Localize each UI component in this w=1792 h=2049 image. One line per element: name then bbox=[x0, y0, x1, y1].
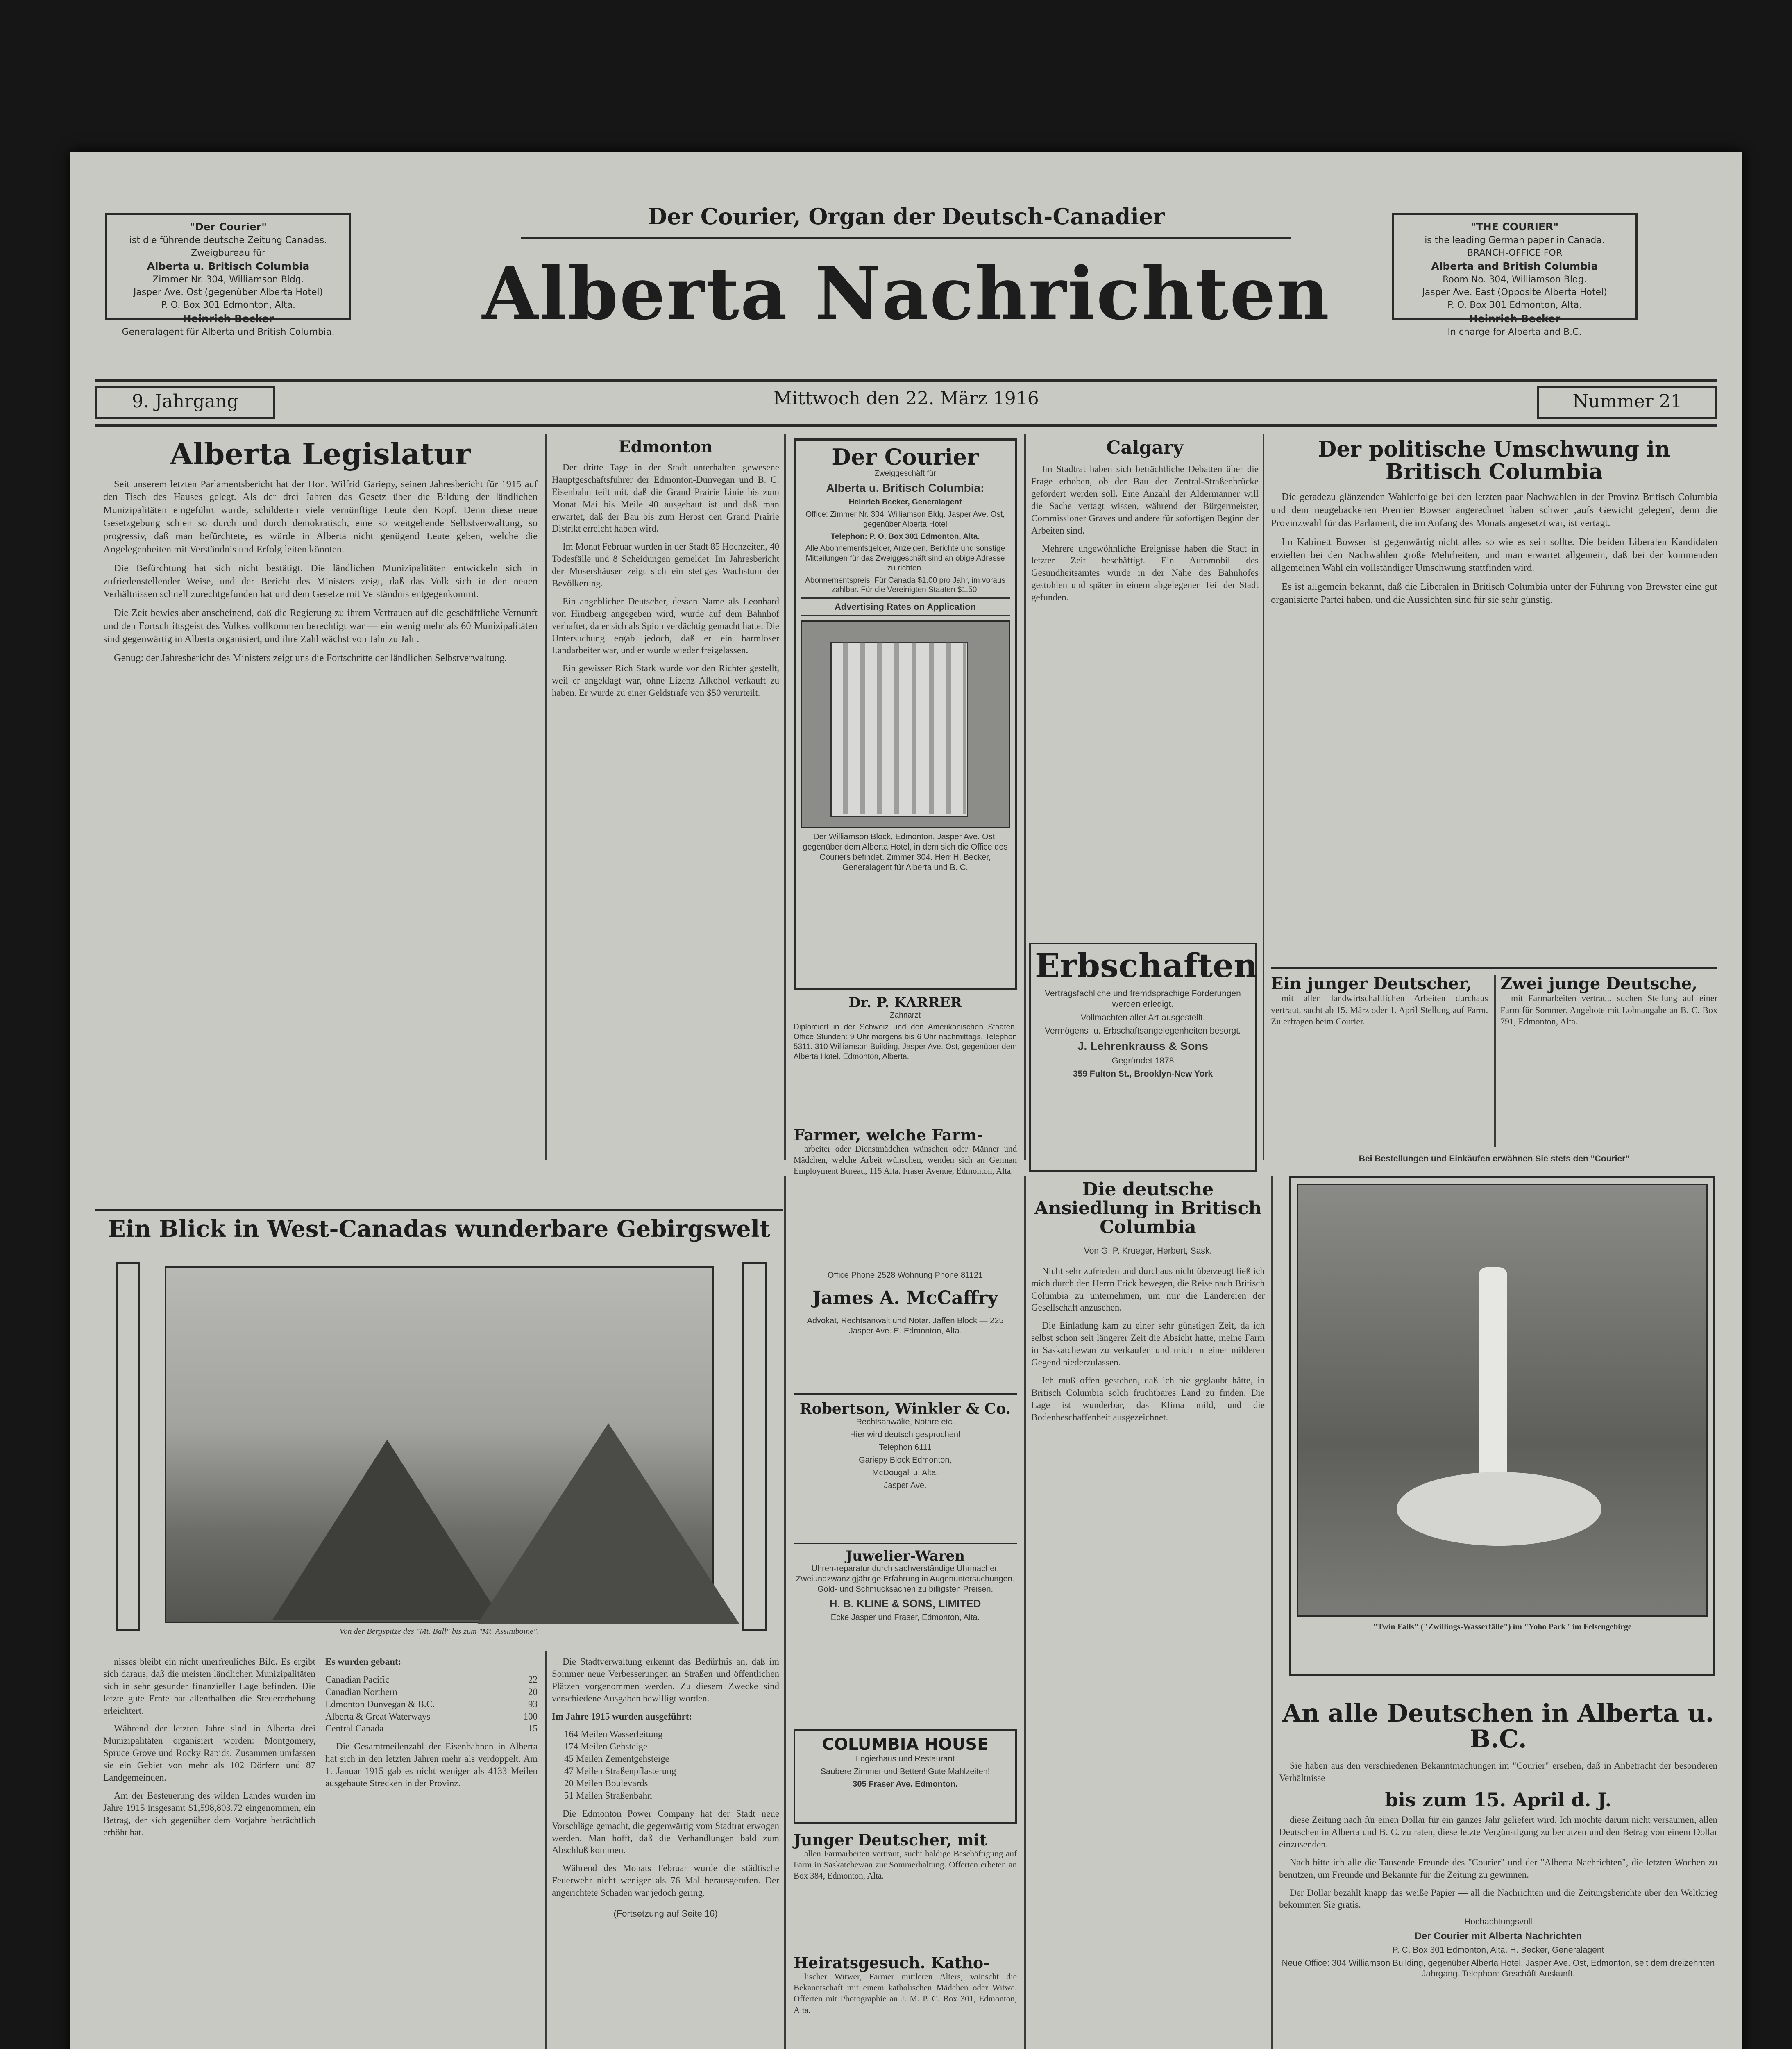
columbia-house-line: Saubere Zimmer und Betten! Gute Mahlzeiten! bbox=[820, 1767, 990, 1776]
railway-name: Central Canada bbox=[325, 1723, 384, 1734]
center-lower-article bbox=[552, 1656, 779, 2049]
right-ear-region: Alberta and British Columbia bbox=[1431, 260, 1598, 273]
left-lower-block bbox=[103, 1656, 538, 2049]
left-ear-manager-role: Generalagent für Alberta und British Columbia. bbox=[122, 327, 335, 337]
erbschaften-firm: J. Lehrenkrauss & Sons bbox=[1077, 1040, 1208, 1052]
erbschaften-address: 359 Fulton St., Brooklyn-New York bbox=[1073, 1069, 1213, 1079]
bc-settlement-byline: Von G. P. Krueger, Herbert, Sask. bbox=[1084, 1246, 1212, 1256]
erbschaften-headline: Erbschaften bbox=[1035, 946, 1258, 985]
robertson-address: Jasper Ave. bbox=[884, 1481, 927, 1490]
courier-box-note: Abonnementspreis: Für Canada $1.00 pro Jahr, im voraus zahlbar. Für die Vereinigten Staaten $1.50. bbox=[805, 576, 1005, 595]
courier-reference bbox=[1271, 1154, 1717, 1168]
masthead-title bbox=[439, 251, 1373, 338]
bc-settlement-article bbox=[1031, 1180, 1265, 2049]
left-ear-address1: Zimmer Nr. 304, Williamson Bldg. bbox=[152, 275, 304, 285]
tagline bbox=[484, 205, 1328, 234]
legislatur-paragraph: Seit unserem letzten Parlamentsbericht hat der Hon. Wilfrid Gariepy, seinen Jahresbericht für 1915 auf den Tisch des Hauses gelegt. Als der drei Jahren das Gesetz über die Bildung der ländlichen Munizipalitäten eingeführt wurde, schilderten viele vernünftige Leute den Kopf. Denn diese neue Gesetzgebung schien so durch und durch demokratisch, eine so weitgehende Selbstverwaltung, so progressiv, daß man befürchtete, es würde in Alberta nicht genügend Leute geben, welche die Angelegenheiten mit Verständnis und Erfolg leiten könnten. bbox=[103, 478, 538, 555]
legislatur-paragraph: Genug: der Jahresbericht des Ministers zeigt uns die Fortschritte der ländlichen Selbstverwaltung. bbox=[114, 652, 507, 663]
bc-politics-paragraph: Im Kabinett Bowser ist gegenwärtig nicht alles so wie es sein sollte. Die beiden Liberalen Kandidaten erzielten bei den Nachwahlen große Mehrheiten, und man erwartet allgemein, daß bei der kommenden allgemeinen Wahl ein vollständiger Umschwung stattfinden wird. bbox=[1271, 536, 1717, 574]
center-lower-list-item: 20 Meilen Boulevards bbox=[564, 1778, 648, 1789]
right-ear-address3: P. O. Box 301 Edmonton, Alta. bbox=[1447, 300, 1582, 310]
twin-falls-photo bbox=[1297, 1184, 1708, 1617]
date-line bbox=[693, 389, 1119, 418]
karrer-name: Dr. P. KARRER bbox=[848, 995, 962, 1011]
courier-box-note: Alle Abonnementsgelder, Anzeigen, Berichte und sonstige Mitteilungen für das Zweiggeschäft sind an obige Adresse zu richten. bbox=[805, 544, 1005, 572]
waterfall-frame bbox=[1289, 1176, 1715, 1676]
legislatur-paragraph: Die Zeit bewies aber anscheinend, daß die Regierung zu ihrem Vertrauen auf die geschäftliche Vernunft und den Fortschrittsgeist des Volkes vollkommen berechtigt war — ein wenig mehr als 60 Munizipalitäten sind gegenwärtig in Alberta organisiert, und ihre Zahl wächst von Jahr zu Jahr. bbox=[103, 607, 538, 645]
mountain-caption-text: Von der Bergspitze des "Mt. Ball" bis zum "Mt. Assiniboine". bbox=[339, 1627, 539, 1636]
railway-miles: 22 bbox=[528, 1674, 538, 1685]
column-divider bbox=[1024, 434, 1026, 1160]
railway-name: Canadian Pacific bbox=[325, 1674, 390, 1685]
edmonton-paragraph: Der dritte Tage in der Stadt unterhalten gewesene Hauptgeschäftsführer der Edmonton-Dunvegan und B. C. Eisenbahn teilt mit, daß die Grand Prairie Linie bis zum Monat Mai bis Meile 40 ausgebaut ist und daß man erwartet, daß der Bau bis zum Herbst den Grand Prairie Distrikt erreicht haben wird. bbox=[552, 462, 779, 534]
courier-box-sub: Zweiggeschäft für bbox=[874, 469, 936, 478]
center-lower-list-item: 164 Meilen Wasserleitung bbox=[564, 1729, 663, 1740]
appeal-article bbox=[1279, 1701, 1717, 2049]
railway-table-row bbox=[325, 1711, 538, 1723]
right-ear-manager-role: In charge for Alberta and B.C. bbox=[1447, 327, 1582, 337]
railway-table bbox=[325, 1656, 538, 1844]
kline-headline: Juwelier-Waren bbox=[846, 1548, 965, 1564]
mccaffry-name: James A. McCaffry bbox=[812, 1288, 998, 1308]
masthead-title-text: Alberta Nachrichten bbox=[482, 251, 1331, 336]
mountain-caption bbox=[165, 1627, 714, 1643]
bc-politics-article bbox=[1271, 438, 1717, 963]
columbia-house-sub: Logierhaus und Restaurant bbox=[855, 1754, 955, 1763]
railway-miles: 15 bbox=[528, 1723, 538, 1734]
railway-table-row bbox=[325, 1698, 538, 1711]
bc-settlement-paragraph: Nicht sehr zufrieden und durchaus nicht überzeugt ließ ich mich durch den Herrn Frick bewegen, die Reise nach Britisch Columbia zu unternehmen, um mir die Ländereien der Gesellschaft anzusehen. bbox=[1031, 1265, 1265, 1313]
railway-name: Alberta & Great Waterways bbox=[325, 1711, 431, 1722]
center-lower-list-item: 174 Meilen Gehsteige bbox=[564, 1741, 648, 1752]
column-divider bbox=[1263, 434, 1264, 1160]
edmonton-paragraph: Im Monat Februar wurden in der Stadt 85 Hochzeiten, 40 Todesfälle und 8 Scheidungen gemeldet. Im Jahresbericht der Mosershäuser zeigt sich ein stetiges Wachstum der Bevölkerung. bbox=[552, 541, 779, 589]
robertson-address: Gariepy Block Edmonton, bbox=[859, 1455, 952, 1465]
center-lower-paragraph: Die Stadtverwaltung erkennt das Bedürfnis an, daß im Sommer neue Verbesserungen an Straßen und öffentlichen Plätzen vorgenommen werden. Zu diesem Zwecke sind verschiedene Ausgaben bewilligt worden. bbox=[552, 1656, 779, 1704]
date-text: Mittwoch den 22. März 1916 bbox=[774, 388, 1039, 409]
right-ear-box bbox=[1392, 213, 1638, 337]
robertson-address: McDougall u. Alta. bbox=[872, 1468, 939, 1477]
center-lower-list-title: Im Jahre 1915 wurden ausgeführt: bbox=[552, 1711, 692, 1722]
legislatur-paragraph: Die Befürchtung hat sich nicht bestätigt. Die ländlichen Munizipalitäten entwickeln sich in zufriedenstellender Weise, und der Bericht des Ministers zeigt, daß das Volk sich in den neuen Verhältnissen schnell zurechtgefunden hat und dem Gesetze mit Verständnis entgegenkommt. bbox=[103, 562, 538, 600]
appeal-signature: Der Courier mit Alberta Nachrichten bbox=[1414, 1930, 1582, 1942]
appeal-sign-intro: Hochachtungsvoll bbox=[1464, 1917, 1532, 1927]
karrer-role: Zahnarzt bbox=[890, 1011, 921, 1020]
tagline-text: Der Courier, Organ der Deutsch-Canadier bbox=[648, 203, 1165, 229]
farmer-wanted-headline: Farmer, welche Farm- bbox=[794, 1126, 983, 1144]
left-ear-region: Alberta u. Britisch Columbia bbox=[147, 260, 310, 273]
calgary-paragraph: Mehrere ungewöhnliche Ereignisse haben die Stadt in letzter Zeit beschäftigt. Ein Automobil des Gesundheitsamtes wurde in der Nähe des Bahnhofes gestohlen und später in einem abgelegenen Teil der Stadt gefunden. bbox=[1031, 543, 1259, 603]
columbia-house-name: COLUMBIA HOUSE bbox=[822, 1735, 989, 1754]
column-divider bbox=[784, 434, 786, 1160]
mountain-headline-text: Ein Blick in West-Canadas wunderbare Gebirgswelt bbox=[108, 1215, 770, 1243]
kline-ad bbox=[794, 1549, 1017, 1725]
left-lower-paragraph: Während der letzten Jahre sind in Alberta drei Munizipalitäten organisiert worden: Montgomery, Spruce Grove und Rocky Rapids. Zusammen umfassen sie ein Gebiet von mehr als 102 Dörfern und 87 Landgemeinden. bbox=[103, 1723, 315, 1783]
right-ear-title: "THE COURIER" bbox=[1470, 221, 1559, 233]
number-box bbox=[1537, 386, 1717, 419]
mountain-photo bbox=[165, 1266, 714, 1623]
left-ear-address2: Jasper Ave. Ost (gegenüber Alberta Hotel) bbox=[133, 287, 323, 298]
center-lower-continued: (Fortsetzung auf Seite 16) bbox=[613, 1908, 718, 1919]
ornament-pillar bbox=[116, 1262, 140, 1631]
tagline-rule bbox=[521, 237, 1291, 239]
kline-firm: H. B. KLINE & SONS, LIMITED bbox=[829, 1597, 981, 1610]
number-text: Nummer 21 bbox=[1572, 391, 1682, 412]
center-lower-list-item: 51 Meilen Straßenbahn bbox=[564, 1790, 652, 1801]
right-ear-manager: Heinrich Becker bbox=[1469, 312, 1561, 325]
kline-address: Ecke Jasper und Fraser, Edmonton, Alta. bbox=[830, 1613, 980, 1622]
advertising-rates-note: Advertising Rates on Application bbox=[801, 597, 1010, 616]
center-lower-list-item: 47 Meilen Straßenpflasterung bbox=[564, 1766, 676, 1776]
building-windows bbox=[830, 642, 966, 814]
farmer-wanted-body: arbeiter oder Dienstmädchen wünschen oder Männer und Mädchen, welche Arbeit wünschen, wenden sich an German Employment Bureau, 115 Alta. Fraser Avenue, Edmonton, Alta. bbox=[794, 1143, 1017, 1176]
mountain-peak bbox=[272, 1440, 502, 1620]
courier-box-postbox: Telephon: P. O. Box 301 Edmonton, Alta. bbox=[830, 532, 980, 541]
section-rule bbox=[1271, 967, 1717, 969]
erbschaften-line: Vermögens- u. Erbschaftsangelegenheiten besorgt. bbox=[1045, 1026, 1241, 1036]
young-german-ad-2-body: mit Farmarbeiten vertraut, suchen Stellung auf einer Farm für Sommer. Angebote mit Lohnangabe an B. C. Box 791, Edmonton, Alta. bbox=[1500, 993, 1717, 1027]
left-lower-paragraph: Am der Besteuerung des wilden Landes wurden im Jahre 1915 insgesamt $1,598,803.72 eingenommen, ein Betrag, der sich gegenüber dem Vorjahre beträchtlich erhöht hat. bbox=[103, 1790, 315, 1838]
robertson-name: Robertson, Winkler & Co. bbox=[799, 1400, 1011, 1417]
bc-settlement-paragraph: Ich muß offen gestehen, daß ich nie geglaubt hätte, in Britisch Columbia solch fruchtbares Land zu finden. Die Lage ist wunderbar, das Klima mild, und die Bodenbeschaffenheit ausgezeichnet. bbox=[1031, 1375, 1265, 1422]
bc-politics-paragraph: Es ist allgemein bekannt, daß die Liberalen in Britisch Columbia unter der Führung von Brewster eine gut organisierte Partei haben, und die Aussichten sind für sie sehr günstig. bbox=[1271, 581, 1717, 606]
edmonton-paragraph: Ein gewisser Rich Stark wurde vor den Richter gestellt, weil er angeklagt war, ohne Lizenz Alkohol verkauft zu haben. Er wurde zu einer Geldstrafe von $50 verurteilt. bbox=[552, 663, 779, 698]
waterfall-spray bbox=[1397, 1472, 1601, 1546]
young-german-ad-2 bbox=[1500, 975, 1717, 1152]
young-german-ad-3-headline: Junger Deutscher, mit bbox=[794, 1831, 987, 1849]
appeal-office: Neue Office: 304 Williamson Building, gegenüber Alberta Hotel, Jasper Ave. Ost, Edmonton, seit dem dreizehnten Jahrgang. Telephon: Geschäft-Auskunft. bbox=[1282, 1958, 1715, 1979]
volume-text: 9. Jahrgang bbox=[132, 391, 239, 412]
left-lower-paragraph: nisses bleibt ein nicht unerfreuliches Bild. Es ergibt sich daraus, daß die meisten ländlichen Munizipalitäten sich in sehr gesunder finanzieller Lage befinden. Die letzte gute Ernte hat allenthalben die Steuererhebung erleichtert. bbox=[103, 1656, 315, 1716]
railway-name: Canadian Northern bbox=[325, 1686, 397, 1697]
railway-table-row bbox=[325, 1674, 538, 1686]
volume-box bbox=[95, 386, 275, 419]
courier-reference-text: Bei Bestellungen und Einkäufen erwähnen Sie stets den "Courier" bbox=[1359, 1154, 1630, 1163]
railway-table-row bbox=[325, 1686, 538, 1698]
young-german-ad-2-headline: Zwei junge Deutsche, bbox=[1500, 974, 1698, 993]
karrer-body: Diplomiert in der Schweiz und den Amerikanischen Staaten. Office Stunden: 9 Uhr morgens bis 6 Uhr nachmittags. Telephon 5311. 310 Williamson Building, Jasper Ave. Ost, gegenüber dem Alberta Hotel. Edmonton, Alberta. bbox=[794, 1023, 1017, 1061]
appeal-paragraph: diese Zeitung nach für einen Dollar für ein ganzes Jahr geliefert wird. Ich möchte darum nicht versäumen, allen Deutschen in Alberta und B. C. zu raten, diese letzte Vergünstigung zu benutzen und den Betrag von einem Dollar einzusenden. bbox=[1279, 1815, 1717, 1849]
young-german-ad-1-body: mit allen landwirtschaftlichen Arbeiten durchaus vertraut, sucht ab 15. März oder 1. April Stellung auf Farm. Zu erfragen beim Courier. bbox=[1271, 993, 1488, 1027]
column-divider bbox=[545, 434, 547, 1160]
bc-settlement-paragraph: Die Einladung kam zu einer sehr günstigen Zeit, da ich selbst schon seit längerer Zeit die Absicht hatte, meine Farm in Saskatchewan zu verkaufen und mich in einer milderen Gegend niederzulassen. bbox=[1031, 1320, 1265, 1368]
robertson-note: Hier wird deutsch gesprochen! bbox=[850, 1430, 961, 1439]
column-divider bbox=[1271, 1176, 1273, 2049]
waterfall-stream bbox=[1479, 1267, 1507, 1497]
mountain-headline bbox=[103, 1217, 775, 1254]
railway-miles: 100 bbox=[523, 1711, 538, 1722]
left-ear-manager: Heinrich Becker bbox=[182, 312, 274, 325]
young-german-ad-1 bbox=[1271, 975, 1488, 1152]
robertson-role: Rechtsanwälte, Notare etc. bbox=[856, 1417, 955, 1427]
section-rule bbox=[794, 1393, 1017, 1395]
columbia-house-ad bbox=[794, 1729, 1017, 1824]
mountain-peak bbox=[477, 1423, 739, 1624]
railway-table-body: Die Gesamtmeilenzahl der Eisenbahnen in Alberta hat sich in den letzten Jahren mehr als verdoppelt. Am 1. Januar 1915 gab es nicht weniger als 4133 Meilen ausgebaute Strecken in der Provinz. bbox=[325, 1741, 538, 1789]
bc-settlement-headline: Die deutsche Ansiedlung in Britisch Columbia bbox=[1034, 1179, 1262, 1238]
appeal-signature-address: P. C. Box 301 Edmonton, Alta. H. Becker, Generalagent bbox=[1392, 1945, 1604, 1955]
calgary-headline: Calgary bbox=[1106, 437, 1184, 458]
left-ear-address3: P. O. Box 301 Edmonton, Alta. bbox=[161, 300, 296, 310]
section-rule bbox=[794, 1543, 1017, 1544]
right-ear-address2: Jasper Ave. East (Opposite Alberta Hotel) bbox=[1422, 287, 1607, 298]
left-ear-title: "Der Courier" bbox=[189, 221, 267, 233]
erbschaften-ad bbox=[1029, 943, 1257, 1172]
date-rule-bottom bbox=[95, 424, 1717, 427]
column-divider bbox=[545, 1651, 547, 2049]
courier-box-office: Office: Zimmer Nr. 304, Williamson Bldg. Jasper Ave. Ost, gegenüber Alberta Hotel bbox=[805, 510, 1005, 529]
marriage-body: lischer Witwer, Farmer mittleren Alters, wünscht die Bekanntschaft mit einem katholischen Mädchen oder Witwe. Offerten mit Photographie an J. M. P. C. Box 301, Edmonton, Alta. bbox=[794, 1971, 1017, 2015]
railway-miles: 93 bbox=[528, 1699, 538, 1709]
appeal-headline: An alle Deutschen in Alberta u. B.C. bbox=[1282, 1699, 1714, 1754]
kline-body: Uhren-reparatur durch sachverständige Uhrmacher. Zweiundzwanzigjährige Erfahrung in Augenuntersuchungen. Gold- und Schmucksachen zu billigsten Preisen. bbox=[796, 1564, 1015, 1594]
calgary-paragraph: Im Stadtrat haben sich beträchtliche Debatten über die Frage erhoben, ob der Bau der Zentral-Straßenbrücke gefördert werden soll. Eine Anzahl der Aldermänner will die Sache vertagt wissen, während der Bürgermeister, Commissioner Graves und andere für sofortigen Beginn der Arbeiten sind. bbox=[1031, 464, 1259, 536]
columbia-house-address: 305 Fraser Ave. Edmonton. bbox=[853, 1780, 958, 1789]
marriage-headline: Heiratsgesuch. Katho- bbox=[794, 1954, 990, 1972]
legislatur-article bbox=[103, 438, 538, 1176]
courier-box-region: Alberta u. Britisch Columbia: bbox=[826, 482, 984, 495]
column-divider bbox=[1024, 1176, 1026, 2049]
courier-box-manager: Heinrich Becker, Generalagent bbox=[848, 498, 962, 507]
erbschaften-line: Vertragsfachliche und fremdsprachige Forderungen werden erledigt. bbox=[1045, 989, 1241, 1009]
edmonton-article bbox=[552, 438, 779, 1197]
railway-table-row bbox=[325, 1722, 538, 1735]
center-lower-paragraph: Die Edmonton Power Company hat der Stadt neue Vorschläge gemacht, die gegenwärtig vom Stadtrat erwogen werden. Man hofft, daß die Verhandlungen bald zum Abschluß kommen. bbox=[552, 1808, 779, 1856]
courier-box bbox=[794, 438, 1017, 990]
edmonton-headline: Edmonton bbox=[618, 437, 713, 457]
mccaffry-ad bbox=[794, 1262, 1017, 1389]
erbschaften-since: Gegründet 1878 bbox=[1111, 1056, 1174, 1065]
legislatur-headline: Alberta Legislatur bbox=[170, 436, 471, 471]
section-rule bbox=[95, 1209, 783, 1211]
waterfall-caption: "Twin Falls" ("Zwillings-Wasserfälle") im "Yoho Park" im Felsengebirge bbox=[1373, 1622, 1632, 1631]
left-ear-line2: Zweigbureau für bbox=[191, 248, 265, 258]
left-ear-line1: ist die führende deutsche Zeitung Canadas. bbox=[129, 235, 327, 245]
young-german-ad-1-headline: Ein junger Deutscher, bbox=[1271, 974, 1472, 993]
appeal-paragraph: Nach bitte ich alle die Tausende Freunde des "Courier" und der "Alberta Nachrichten", die letzten Wochen zu benutzen, um Freunde und Bekannte für die Zeitung zu gewinnen. bbox=[1279, 1857, 1717, 1880]
railway-name: Edmonton Dunvegan & B.C. bbox=[325, 1699, 435, 1709]
marriage-ad bbox=[794, 1955, 1017, 2049]
ornament-pillar bbox=[742, 1262, 767, 1631]
robertson-ad bbox=[794, 1402, 1017, 1537]
railway-miles: 20 bbox=[528, 1686, 538, 1697]
newspaper-page bbox=[70, 152, 1742, 2049]
column-divider bbox=[784, 1176, 786, 2049]
edmonton-paragraph: Ein angeblicher Deutscher, dessen Name als Leonhard von Hindberg angegeben wird, wurde auf dem Bahnhof verhaftet, da er sich als Spion verdächtig gemacht hatte. Die Untersuchung ergab jedoch, daß er ein harmloser Landarbeiter war, und er wurde wieder freigelassen. bbox=[552, 596, 779, 656]
center-lower-paragraph: Während des Monats Februar wurde die städtische Feuerwehr nicht weniger als 76 Mal herausgerufen. Der angerichtete Schaden war jedoch gering. bbox=[552, 1863, 779, 1898]
robertson-phone: Telephon 6111 bbox=[879, 1442, 932, 1452]
left-ear-box bbox=[105, 213, 351, 337]
young-german-ad-3 bbox=[794, 1832, 1017, 1947]
bc-politics-headline: Der politische Umschwung in Britisch Columbia bbox=[1318, 437, 1670, 484]
appeal-offer: bis zum 15. April d. J. bbox=[1385, 1788, 1612, 1811]
erbschaften-line: Vollmachten aller Art ausgestellt. bbox=[1080, 1013, 1205, 1022]
railway-table-title: Es wurden gebaut: bbox=[325, 1656, 401, 1667]
column-divider bbox=[1494, 975, 1496, 1147]
appeal-paragraph: Der Dollar bezahlt knapp das weiße Papier — all die Nachrichten und die Zeitungsberichte über den Weltkrieg bekommen Sie gratis. bbox=[1279, 1887, 1717, 1910]
bc-politics-paragraph: Die geradezu glänzenden Wahlerfolge bei den letzten paar Nachwahlen in der Provinz Britisch Columbia und dem neugebackenen Premier Bowser angerechnet haben schwer ‚aufs Gewicht gelegen', denn die Provinzwahl für das Parlament, die im Anfang des Monats angesetzt war, ist vertagt. bbox=[1271, 491, 1717, 529]
center-lower-list-item: 45 Meilen Zementgehsteige bbox=[564, 1754, 669, 1764]
young-german-ad-3-body: allen Farmarbeiten vertraut, sucht baldige Beschäftigung auf Farm in Saskatchewan zur Sommerhaltung. Offerten erbeten an Box 384, Edmonton, Alta. bbox=[794, 1848, 1017, 1881]
karrer-ad bbox=[794, 996, 1017, 1119]
appeal-paragraph: Sie haben aus den verschiedenen Bekanntmachungen im "Courier" ersehen, daß in Anbetracht der besonderen Verhältnisse bbox=[1279, 1761, 1717, 1783]
williamson-building-photo bbox=[801, 620, 1010, 828]
right-ear-line2: BRANCH-OFFICE FOR bbox=[1467, 248, 1563, 258]
building-caption: Der Williamson Block, Edmonton, Jasper Ave. Ost, gegenüber dem Alberta Hotel, in dem sich die Office des Couriers befindet. Zimmer 304. Herr H. Becker, Generalagent für Alberta und B. C. bbox=[803, 832, 1008, 872]
date-rule-top bbox=[95, 379, 1717, 382]
right-ear-address1: Room No. 304, Williamson Bldg. bbox=[1443, 275, 1587, 285]
courier-box-title: Der Courier bbox=[832, 444, 979, 470]
right-ear-line1: is the leading German paper in Canada. bbox=[1425, 235, 1605, 245]
mccaffry-phones: Office Phone 2528 Wohnung Phone 81121 bbox=[827, 1271, 983, 1280]
mccaffry-body: Advokat, Rechtsanwalt und Notar. Jaffen Block — 225 Jasper Ave. E. Edmonton, Alta. bbox=[807, 1316, 1004, 1336]
farmer-wanted-ad bbox=[794, 1127, 1017, 1258]
